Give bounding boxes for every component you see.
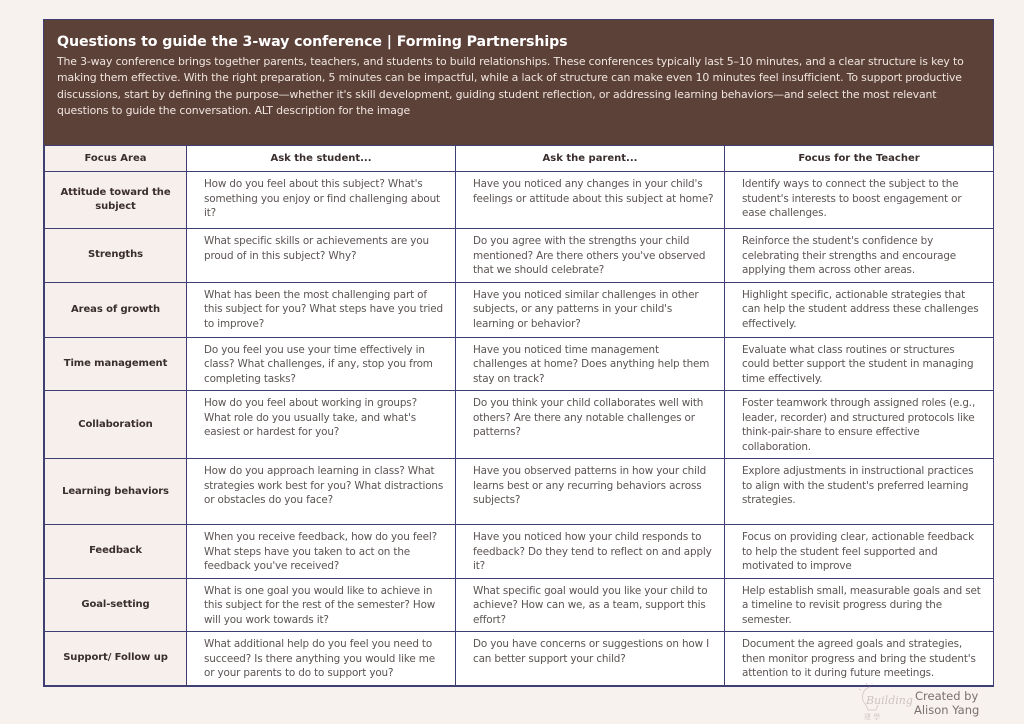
column-header-parent: Ask the parent... xyxy=(456,146,725,172)
table-row xyxy=(45,459,994,525)
building-lightbulb-logo xyxy=(858,683,913,723)
student-question-cell: How do you feel about working in groups? What role do you usually take, and what's easiest or hardest for you? xyxy=(187,391,456,459)
teacher-focus-cell: Reinforce the student's confidence by celebrating their strengths and encourage applying them across other areas. xyxy=(725,229,994,283)
teacher-focus-cell: Explore adjustments in instructional practices to align with the student's preferred learning strategies. xyxy=(725,459,994,525)
column-header-student: Ask the student... xyxy=(187,146,456,172)
credit-author: Alison Yang xyxy=(914,703,980,717)
table-row xyxy=(45,337,994,391)
focus-area-cell: Strengths xyxy=(45,229,187,283)
parent-question-cell: Have you noticed how your child responds to feedback? Do they tend to reflect on and apply it? xyxy=(456,525,725,579)
parent-question-cell: Have you noticed any changes in your child's feelings or attitude about this subject at home? xyxy=(456,172,725,229)
questions-table xyxy=(44,145,994,686)
credit-text xyxy=(914,689,979,717)
conference-guide-sheet xyxy=(43,19,994,687)
table-row xyxy=(45,525,994,579)
student-question-cell: What is one goal you would like to achieve in this subject for the rest of the semester? How will you work towards it? xyxy=(187,578,456,632)
column-header-focus-area: Focus Area xyxy=(45,146,187,172)
student-question-cell: What additional help do you feel you need to succeed? Is there anything you would like me or your parents to do to support you? xyxy=(187,632,456,686)
parent-question-cell: Do you agree with the strengths your child mentioned? Are there others you've observed that we should celebrate? xyxy=(456,229,725,283)
teacher-focus-cell: Focus on providing clear, actionable feedback to help the student feel supported and motivated to improve xyxy=(725,525,994,579)
table-row xyxy=(45,282,994,337)
table-row xyxy=(45,229,994,283)
focus-area-cell: Support/ Follow up xyxy=(45,632,187,686)
page-title: Questions to guide the 3-way conference | Forming Partnerships xyxy=(57,34,568,50)
table-header-row xyxy=(45,146,994,172)
parent-question-cell: Do you have concerns or suggestions on how I can better support your child? xyxy=(456,632,725,686)
parent-question-cell: Have you observed patterns in how your child learns best or any recurring behaviors across subjects? xyxy=(456,459,725,525)
focus-area-cell: Areas of growth xyxy=(45,282,187,337)
teacher-focus-cell: Identify ways to connect the subject to the student's interests to boost engagement or ease challenges. xyxy=(725,172,994,229)
student-question-cell: What specific skills or achievements are you proud of in this subject? Why? xyxy=(187,229,456,283)
focus-area-cell: Feedback xyxy=(45,525,187,579)
focus-area-cell: Attitude toward the subject xyxy=(45,172,187,229)
teacher-focus-cell: Help establish small, measurable goals and set a timeline to revisit progress during the semester. xyxy=(725,578,994,632)
focus-area-cell: Learning behaviors xyxy=(45,459,187,525)
parent-question-cell: What specific goal would you like your child to achieve? How can we, as a team, support this effort? xyxy=(456,578,725,632)
table-row xyxy=(45,632,994,686)
focus-area-cell: Collaboration xyxy=(45,391,187,459)
parent-question-cell: Have you noticed time management challenges at home? Does anything help them stay on track? xyxy=(456,337,725,391)
table-row xyxy=(45,391,994,459)
teacher-focus-cell: Foster teamwork through assigned roles (e.g., leader, recorder) and structured protocols like think-pair-share to ensure effective collaboration. xyxy=(725,391,994,459)
parent-question-cell: Have you noticed similar challenges in other subjects, or any patterns in your child's learning or behavior? xyxy=(456,282,725,337)
focus-area-cell: Time management xyxy=(45,337,187,391)
parent-question-cell: Do you think your child collaborates well with others? Are there any notable challenges or patterns? xyxy=(456,391,725,459)
teacher-focus-cell: Evaluate what class routines or structures could better support the student in managing time effectively. xyxy=(725,337,994,391)
svg-text:Building: Building xyxy=(866,694,913,707)
table-row xyxy=(45,172,994,229)
column-header-teacher: Focus for the Teacher xyxy=(725,146,994,172)
svg-text:建 學: 建 學 xyxy=(864,713,881,721)
student-question-cell: Do you feel you use your time effectively in class? What challenges, if any, stop you from completing tasks? xyxy=(187,337,456,391)
focus-area-cell: Goal-setting xyxy=(45,578,187,632)
table-row xyxy=(45,578,994,632)
student-question-cell: When you receive feedback, how do you feel? What steps have you taken to act on the feedback you've received? xyxy=(187,525,456,579)
footer-credit xyxy=(858,683,979,723)
teacher-focus-cell: Document the agreed goals and strategies, then monitor progress and bring the student's attention to it during future meetings. xyxy=(725,632,994,686)
student-question-cell: How do you approach learning in class? What strategies work best for you? What distractions or obstacles do you face? xyxy=(187,459,456,525)
teacher-focus-cell: Highlight specific, actionable strategies that can help the student address these challenges effectively. xyxy=(725,282,994,337)
page-description: The 3-way conference brings together parents, teachers, and students to build relationships. These conferences typically last 5–10 minutes, and a clear structure is key to making them effective. With the right preparation, 5 minutes can be impactful, while a lack of structure can make even 10 minutes feel insufficient. To support productive discussions, start by defining the purpose—whether it's skill development, guiding student reflection, or addressing learning behaviors—and select the most relevant questions to guide the conversation. ALT description for the image xyxy=(57,55,964,118)
student-question-cell: How do you feel about this subject? What's something you enjoy or find challenging about it? xyxy=(187,172,456,229)
header-banner xyxy=(44,20,993,145)
credit-line-1: Created by xyxy=(915,689,979,703)
student-question-cell: What has been the most challenging part of this subject for you? What steps have you tried to improve? xyxy=(187,282,456,337)
